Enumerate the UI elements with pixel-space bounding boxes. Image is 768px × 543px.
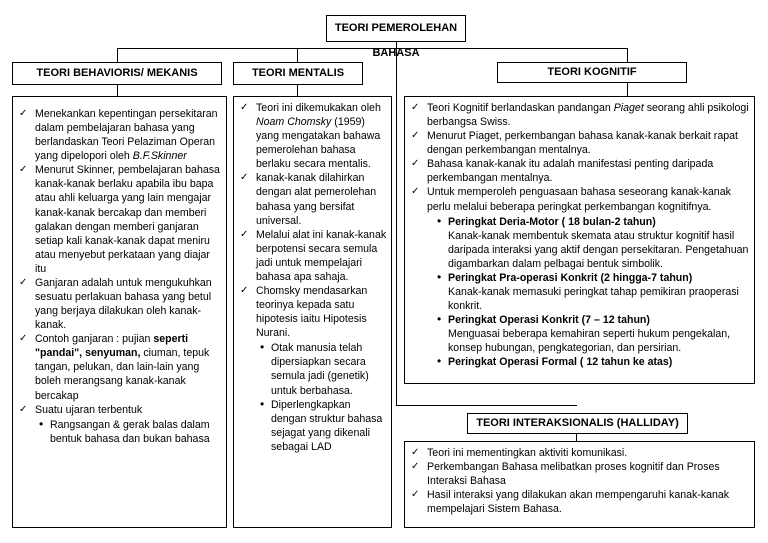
interactional-title-box (467, 413, 688, 434)
mentalism-title: TEORI MENTALIS (251, 67, 345, 79)
behaviorism-title-box (12, 62, 222, 85)
connector-cognitive-down (627, 82, 628, 97)
connector-mentalism (297, 48, 298, 63)
cognitive-item-4: ✓ Untuk memperoleh penguasaan bahasa seseorang kanak-kanak perlu melalui beberapa peringkat perkembangan kognitifnya. • Peringkat Deria-Motor ( 18 bulan-2 tahun) Kanak-kanak membentuk skemata atau struktur kognitif hasil daripada interaksi yang aktif dengan persekitaran. Pengetahuan digambarkan dalam pelbagai bentuk simbolik. • Peringkat Pra-operasi Konkrit (2 hingga-7 tahun) Kanak-kanak memasuki peringkat tahap pemikiran praoperasi konkrit. • Peringkat Operasi Konkrit (7 – 12 tahun) Menguasai beberapa kemahiran seperti hukum pengekalan, konsep hubungan, pengkategorian, dan persirian. • Peringkat Operasi Formal ( 12 tahun ke atas) (405, 185, 750, 369)
stage-concrete-operational: • Peringkat Operasi Konkrit (7 – 12 tahun) Menguasai beberapa kemahiran seperti hukum pengekalan, konsep hubungan, pengkategorian, dan persirian. (433, 313, 750, 355)
cognitive-content-box (404, 96, 755, 384)
connector-trunk-to-interactional (396, 405, 577, 406)
mentalism-item-2: ✓ kanak-kanak dilahirkan dengan alat pemerolehan bahasa yang bersifat universal. (234, 171, 387, 227)
cognitive-title-box (497, 62, 687, 83)
behaviorism-title: TEORI BEHAVIORIS/ MEKANIS (36, 67, 198, 79)
mentalism-sub-item-1: • Otak manusia telah dipersiapkan secara semula jadi (genetik) untuk berbahasa. (256, 341, 387, 397)
cognitive-item-1: ✓ Teori Kognitif berlandaskan pandangan Piaget seorang ahli psikologi berbangsa Swiss. (405, 101, 750, 129)
behaviorism-sub-item: • Rangsangan & gerak balas dalam bentuk bahasa dan bukan bahasa (35, 418, 222, 446)
chomsky-name: Noam Chomsky (256, 116, 332, 129)
mentalism-sub-item-2: • Diperlengkapkan dengan struktur bahasa sejagat yang dikenali sebagai LAD (256, 398, 387, 454)
connector-vertical-trunk (396, 48, 397, 406)
main-title-box (326, 15, 466, 59)
cognitive-item-2: ✓ Menurut Piaget, perkembangan bahasa kanak-kanak berkait rapat dengan perkembangan mentalnya. (405, 129, 750, 157)
connector-interactional-down (576, 433, 577, 441)
behaviorism-item-4: ✓ Contoh ganjaran : pujian seperti "pandai", senyuman, ciuman, tepuk tangan, pelukan, dan lain-lain yang boleh merangsang kanak-kanak bercakap (13, 332, 222, 402)
mentalism-item-4: ✓ Chomsky mendasarkan teorinya kepada satu hipotesis iaitu Hipotesis Nurani. • Otak manusia telah dipersiapkan secara semula jadi (genetik) untuk berbahasa. • Diperlengkapkan dengan struktur bahasa sejagat yang dikenali sebagai LAD (234, 284, 387, 454)
mentalism-content-box (233, 96, 392, 528)
interactional-item-1: ✓ Teori ini mementingkan aktiviti komunikasi. (405, 446, 750, 460)
interactional-content-box (404, 441, 755, 528)
interactional-item-3: ✓ Hasil interaksi yang dilakukan akan mempengaruhi kanak-kanak mempelajari Sistem Bahasa. (405, 488, 750, 516)
stage-formal-operational: • Peringkat Operasi Formal ( 12 tahun ke atas) (433, 355, 750, 369)
cognitive-title: TEORI KOGNITIF (547, 66, 637, 78)
mentalism-title-box (233, 62, 363, 85)
behaviorism-item-1: ✓ Menekankan kepentingan persekitaran dalam pembelajaran bahasa yang berlandaskan Teori Pelaziman Operan yang dipelopori oleh B.F.Skinner (13, 107, 222, 163)
behaviorism-item-3: ✓ Ganjaran adalah untuk mengukuhkan sesuatu perlakuan bahasa yang betul yang berjaya dilakukan oleh kanak-kanak. (13, 276, 222, 332)
behaviorism-item-5: ✓ Suatu ujaran terbentuk • Rangsangan & gerak balas dalam bentuk bahasa dan bukan bahasa (13, 403, 222, 446)
skinner-name: B.F.Skinner (132, 150, 187, 163)
connector-behaviorism (117, 48, 118, 63)
mentalism-item-1: ✓ Teori ini dikemukakan oleh Noam Chomsky (1959) yang mengatakan bahawa pemerolehan bahasa berlaku secara mentalis. (234, 101, 387, 171)
interactional-title: TEORI INTERAKSIONALIS (HALLIDAY) (476, 417, 679, 429)
main-title: TEORI PEMEROLEHAN BAHASA (334, 22, 458, 59)
behaviorism-content-box (12, 96, 227, 528)
mentalism-item-3: ✓ Melalui alat ini kanak-kanak berpotensi secara semula jadi untuk mempelajari bahasa apa sahaja. (234, 228, 387, 284)
cognitive-item-3: ✓ Bahasa kanak-kanak itu adalah manifestasi penting daripada perkembangan mentalnya. (405, 157, 750, 185)
stage-preoperational: • Peringkat Pra-operasi Konkrit (2 hingga-7 tahun) Kanak-kanak memasuki peringkat tahap pemikiran praoperasi konkrit. (433, 271, 750, 313)
stage-sensorimotor: • Peringkat Deria-Motor ( 18 bulan-2 tahun) Kanak-kanak membentuk skemata atau struktur kognitif hasil daripada interaksi yang aktif dengan persekitaran. Pengetahuan digambarkan dalam pelbagai bentuk simbolik. (433, 215, 750, 271)
behaviorism-item-2: ✓ Menurut Skinner, pembelajaran bahasa kanak-kanak berlaku apabila ibu bapa atau ahli keluarga yang lain mengajar kanak-kanak bercakap dan memberi galakan dengan memberi ganjaran setiap kali kanak-kanak dapat meniru atau menyebut perkataan yang diajar itu (13, 163, 222, 276)
piaget-name: Piaget (613, 102, 644, 114)
connector-cognitive (627, 48, 628, 63)
interactional-item-2: ✓ Perkembangan Bahasa melibatkan proses kognitif dan Proses Interaksi Bahasa (405, 460, 750, 488)
